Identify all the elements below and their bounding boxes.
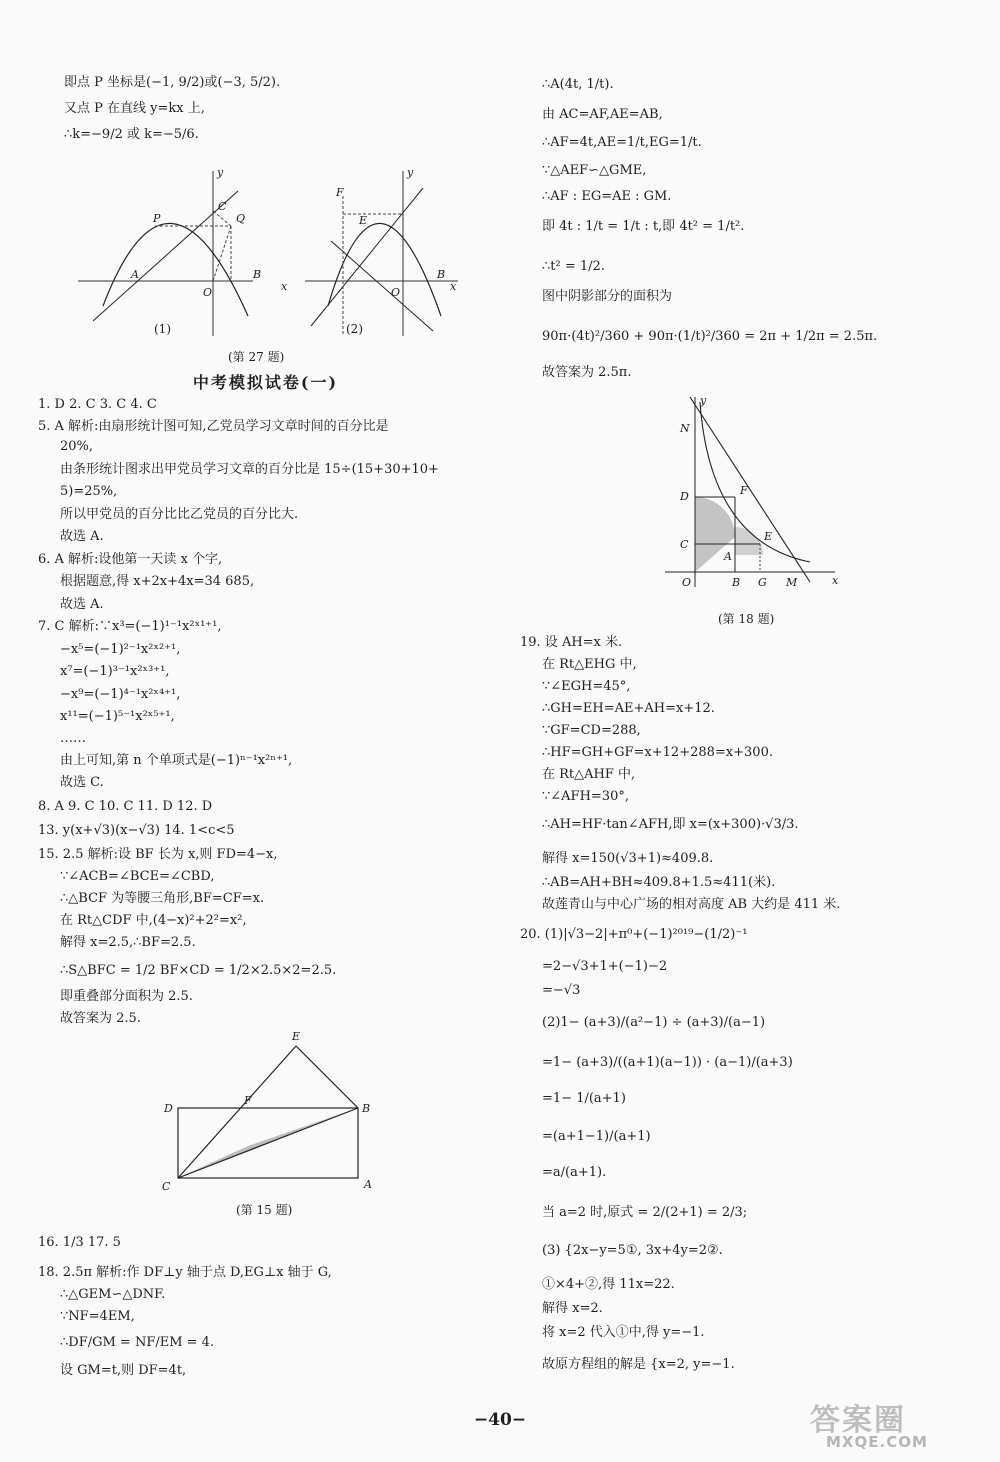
- fig27-sub2-label: (2): [346, 322, 363, 336]
- text-line: 故原方程组的解是 {x=2, y=−1.: [542, 1357, 735, 1372]
- text-line: ∴AF=4t,AE=1/t,EG=1/t.: [542, 135, 702, 150]
- label-G: G: [758, 576, 767, 589]
- text-line: −x⁹=(−1)⁴⁻¹x²ˣ⁴⁺¹,: [60, 687, 181, 702]
- text-line: =a/(a+1).: [542, 1165, 607, 1180]
- text-line: x¹¹=(−1)⁵⁻¹x²ˣ⁵⁺¹,: [60, 709, 175, 724]
- text-line: 13. y(x+√3)(x−√3) 14. 1<c<5: [38, 823, 235, 838]
- text-line: ∵△AEF∽△GME,: [542, 163, 647, 178]
- line-eb: [296, 1046, 358, 1108]
- figure-18-svg: [660, 392, 845, 592]
- text-line: =(a+1−1)/(a+1): [542, 1129, 651, 1144]
- label-A1: A: [131, 268, 139, 281]
- fig27-caption: (第 27 题): [228, 350, 285, 364]
- text-line: 解得 x=2.: [542, 1301, 603, 1316]
- text-line: ∴GH=EH=AE+AH=x+12.: [542, 701, 715, 716]
- text-line: ∴k=−9/2 或 k=−5/6.: [64, 127, 199, 142]
- text-line: ∴DF/GM = NF/EM = 4.: [60, 1335, 215, 1350]
- line-cb: [178, 1108, 358, 1178]
- label-A: A: [364, 1178, 372, 1191]
- text-line: 所以甲党员的百分比比乙党员的百分比大.: [60, 507, 299, 522]
- label-E: E: [764, 530, 773, 543]
- text-line: 设 GM=t,则 DF=4t,: [60, 1363, 187, 1378]
- text-line: ∴HF=GH+GF=x+12+288=x+300.: [542, 745, 773, 760]
- label-x: x: [832, 574, 839, 587]
- text-line: 根据题意,得 x+2x+4x=34 685,: [60, 574, 255, 589]
- text-line: ∵NF=4EM,: [60, 1309, 135, 1324]
- label-B1: B: [253, 268, 262, 281]
- text-line: 即重叠部分面积为 2.5.: [60, 989, 193, 1004]
- label-E: E: [292, 1030, 301, 1043]
- text-line: 故选 A.: [60, 597, 104, 612]
- page-number: −40−: [473, 1410, 527, 1430]
- text-line: 当 a=2 时,原式 = 2/(2+1) = 2/3;: [542, 1205, 748, 1220]
- label-A: A: [724, 550, 732, 563]
- text-line: =1− 1/(a+1): [542, 1091, 626, 1106]
- label-y1: y: [217, 166, 224, 179]
- label-C: C: [680, 538, 689, 551]
- text-line: ∴AB=AH+BH≈409.8+1.5≈411(米).: [542, 875, 776, 890]
- line-2b: [331, 241, 433, 331]
- fig18-caption: (第 18 题): [718, 612, 775, 626]
- text-line: 即 4t : 1/t = 1/t : t,即 4t² = 1/t².: [542, 219, 745, 234]
- figure-18: [660, 392, 845, 592]
- text-line: 18. 2.5π 解析:作 DF⊥y 轴于点 D,EG⊥x 轴于 G,: [38, 1265, 332, 1280]
- text-line: ……: [60, 731, 86, 746]
- text-line: 即点 P 坐标是(−1, 9/2)或(−3, 5/2).: [64, 75, 281, 90]
- text-line: ∵GF=CD=288,: [542, 723, 641, 738]
- fig27-sub1-label: (1): [154, 322, 171, 336]
- text-line: 由条形统计图求出甲党员学习文章的百分比是 15÷(15+30+10+: [60, 462, 439, 477]
- text-line: 90π·(4t)²/360 + 90π·(1/t)²/360 = 2π + 1/2π = 2.5π.: [542, 329, 878, 344]
- text-line: 16. 1/3 17. 5: [38, 1235, 121, 1250]
- text-line: x⁷=(−1)³⁻¹x²ˣ³⁺¹,: [60, 664, 170, 679]
- label-y2: y: [407, 166, 414, 179]
- text-line: 故选 C.: [60, 775, 104, 790]
- text-line: 6. A 解析:设他第一天读 x 个字,: [38, 552, 223, 567]
- text-line: −x⁵=(−1)²⁻¹x²ˣ²⁺¹,: [60, 642, 181, 657]
- text-line: ∴△GEM∽△DNF.: [60, 1287, 166, 1302]
- label-P1: P: [153, 212, 161, 225]
- text-line: =−√3: [542, 983, 581, 998]
- text-line: ∵∠EGH=45°,: [542, 679, 631, 694]
- label-C1: C: [218, 200, 227, 213]
- text-line: ∴t² = 1/2.: [542, 259, 605, 274]
- text-line: 解得 x=150(√3+1)≈409.8.: [542, 851, 714, 866]
- figure-27-svg: [73, 166, 463, 341]
- text-line: ∴△BCF 为等腰三角形,BF=CF=x.: [60, 891, 265, 906]
- label-N: N: [680, 422, 690, 435]
- text-line: 由上可知,第 n 个单项式是(−1)ⁿ⁻¹x²ⁿ⁺¹,: [60, 753, 293, 768]
- text-line: 故答案为 2.5π.: [542, 365, 632, 380]
- section-title: 中考模拟试卷(一): [192, 373, 339, 392]
- text-line: 5. A 解析:由扇形统计图可知,乙党员学习文章时间的百分比是: [38, 419, 389, 434]
- label-F2: F: [336, 186, 344, 199]
- figure-15-svg: [158, 1028, 398, 1208]
- text-line: 15. 2.5 解析:设 BF 长为 x,则 FD=4−x,: [38, 847, 278, 862]
- label-O2: O: [391, 286, 401, 299]
- watermark-text: 答案圈: [810, 1403, 906, 1438]
- line-ac: [93, 191, 238, 321]
- text-line: ①×4+②,得 11x=22.: [542, 1277, 675, 1292]
- label-F: F: [740, 484, 748, 497]
- text-line: 在 Rt△AHF 中,: [542, 767, 636, 782]
- text-line: ∵∠ACB=∠BCE=∠CBD,: [60, 869, 215, 884]
- label-x1: x: [281, 280, 288, 293]
- text-line: 故答案为 2.5.: [60, 1011, 141, 1026]
- watermark-url: MXQE.COM: [826, 1433, 928, 1451]
- text-line: ∴A(4t, 1/t).: [542, 77, 614, 92]
- parabola: [103, 223, 248, 316]
- dashed-cq: [213, 211, 231, 226]
- dashed-oq: [213, 226, 231, 281]
- label-x2: x: [450, 280, 457, 293]
- text-line: 1. D 2. C 3. C 4. C: [38, 397, 157, 412]
- label-O1: O: [203, 286, 213, 299]
- line-ce: [178, 1046, 296, 1178]
- label-O: O: [682, 576, 692, 589]
- text-line: ∴S△BFC = 1/2 BF×CD = 1/2×2.5×2=2.5.: [60, 963, 337, 978]
- text-line: ∵∠AFH=30°,: [542, 789, 629, 804]
- label-B: B: [362, 1102, 371, 1115]
- text-line: ∴AH=HF·tan∠AFH,即 x=(x+300)·√3/3.: [542, 817, 799, 832]
- text-line: (3) {2x−y=5①, 3x+4y=2②.: [542, 1243, 723, 1258]
- text-line: =2−√3+1+(−1)−2: [542, 959, 668, 974]
- text-line: 20. (1)|√3−2|+π⁰+(−1)²⁰¹⁹−(1/2)⁻¹: [520, 927, 748, 942]
- text-line: 8. A 9. C 10. C 11. D 12. D: [38, 799, 213, 814]
- label-F: F: [244, 1094, 252, 1107]
- parabola-2: [328, 223, 441, 316]
- text-line: 故莲青山与中心广场的相对高度 AB 大约是 411 米.: [542, 897, 841, 912]
- label-M: M: [786, 576, 798, 589]
- label-B2: B: [437, 268, 446, 281]
- text-line: 将 x=2 代入①中,得 y=−1.: [542, 1325, 705, 1340]
- text-line: 故选 A.: [60, 529, 104, 544]
- label-C: C: [162, 1180, 171, 1193]
- label-D: D: [164, 1102, 173, 1115]
- figure-15: [158, 1028, 398, 1208]
- line-2a: [311, 188, 423, 326]
- fig15-caption: (第 15 题): [236, 1203, 293, 1217]
- text-line: (2)1− (a+3)/(a²−1) ÷ (a+3)/(a−1): [542, 1015, 766, 1030]
- text-line: 在 Rt△CDF 中,(4−x)²+2²=x²,: [60, 913, 247, 928]
- text-line: 图中阴影部分的面积为: [542, 289, 673, 304]
- watermark-logo: [790, 1395, 990, 1455]
- label-y: y: [700, 394, 707, 407]
- text-line: ∴AF : EG=AE : GM.: [542, 189, 672, 204]
- label-D: D: [680, 490, 689, 503]
- label-B: B: [732, 576, 741, 589]
- figure-27: [73, 166, 463, 341]
- text-line: 20%,: [60, 439, 94, 454]
- text-line: 又点 P 在直线 y=kx 上,: [64, 101, 205, 116]
- label-E2: E: [359, 214, 368, 227]
- text-line: 由 AC=AF,AE=AB,: [542, 107, 663, 122]
- label-Q1: Q: [236, 212, 246, 225]
- text-line: 解得 x=2.5,∴BF=2.5.: [60, 935, 196, 950]
- text-line: 19. 设 AH=x 米.: [520, 635, 623, 650]
- text-line: 在 Rt△EHG 中,: [542, 657, 637, 672]
- text-line: =1− (a+3)/((a+1)(a−1)) · (a−1)/(a+3): [542, 1055, 793, 1070]
- text-line: 7. C 解析:∵x³=(−1)¹⁻¹x²ˣ¹⁺¹,: [38, 619, 222, 634]
- text-line: 5)=25%,: [60, 484, 118, 499]
